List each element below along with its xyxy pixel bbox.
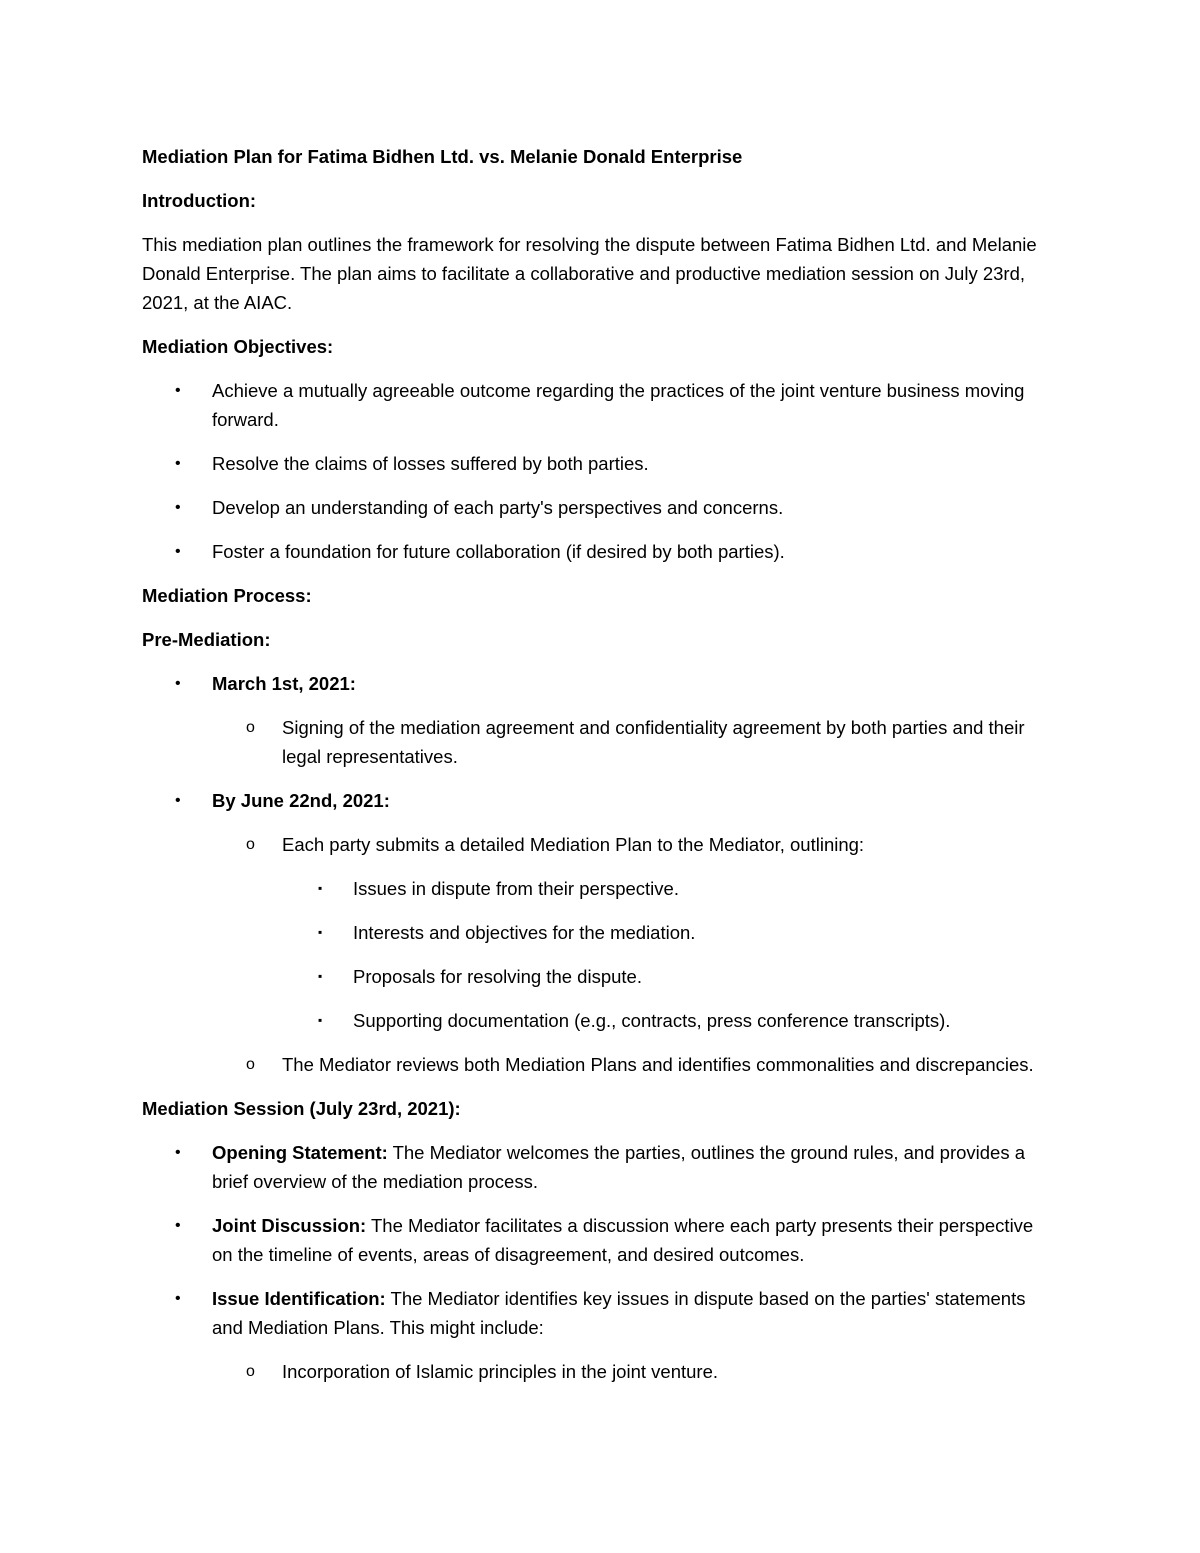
list-item: ▪ Issues in dispute from their perspective. xyxy=(142,874,1052,903)
session-heading: Mediation Session (July 23rd, 2021): xyxy=(142,1098,461,1119)
list-item: o Signing of the mediation agreement and confidentiality agreement by both parties and their legal representatives. xyxy=(142,713,1052,771)
introduction-paragraph: This mediation plan outlines the framework for resolving the dispute between Fatima Bidhen Ltd. and Melanie Donald Enterprise. The plan aims to facilitate a collaborative and productive mediation session on July 23rd, 2021, at the AIAC. xyxy=(142,234,1037,313)
list-item: • Joint Discussion: The Mediator facilitates a discussion where each party presents their perspective on the timeline of events, areas of disagreement, and desired outcomes. xyxy=(142,1211,1052,1269)
date-label: March 1st, 2021: xyxy=(212,673,356,694)
document-title: Mediation Plan for Fatima Bidhen Ltd. vs. Melanie Donald Enterprise xyxy=(142,146,743,167)
pre-mediation-list xyxy=(142,669,1052,1079)
bullet-circle-icon: o xyxy=(246,719,255,736)
process-heading: Mediation Process: xyxy=(142,585,312,606)
item-label: Opening Statement: xyxy=(212,1142,388,1163)
bullet-circle-icon: o xyxy=(246,836,255,853)
bullet-dot-icon: • xyxy=(175,675,181,692)
bullet-square-icon: ▪ xyxy=(318,969,323,983)
list-item: • Achieve a mutually agreeable outcome regarding the practices of the joint venture business moving forward. xyxy=(142,376,1052,434)
bullet-square-icon: ▪ xyxy=(318,925,323,939)
bullet-dot-icon: • xyxy=(175,499,181,516)
bullet-dot-icon: • xyxy=(175,1144,181,1161)
list-item: o Each party submits a detailed Mediation Plan to the Mediator, outlining: ▪ Issues in dispute from their perspective. ▪ Interests and objectives for the mediation. ▪ Proposals for resolving the dispute. ▪ Supporting documentation (e.g., contracts, press conference transcripts). xyxy=(142,830,1052,1035)
bullet-circle-icon: o xyxy=(246,1363,255,1380)
pre-mediation-heading: Pre-Mediation: xyxy=(142,629,271,650)
objectives-list xyxy=(142,376,1052,566)
list-item: ▪ Interests and objectives for the mediation. xyxy=(142,918,1052,947)
list-item: • Develop an understanding of each party's perspectives and concerns. xyxy=(142,493,1052,522)
list-item: • Opening Statement: The Mediator welcomes the parties, outlines the ground rules, and provides a brief overview of the mediation process. xyxy=(142,1138,1052,1196)
bullet-dot-icon: • xyxy=(175,1290,181,1307)
introduction-heading: Introduction: xyxy=(142,190,257,211)
objectives-heading: Mediation Objectives: xyxy=(142,336,334,357)
bullet-dot-icon: • xyxy=(175,1217,181,1234)
list-item: • Issue Identification: The Mediator identifies key issues in dispute based on the parties' statements and Mediation Plans. This might include: o Incorporation of Islamic principles in the joint venture. xyxy=(142,1284,1052,1386)
list-item: o The Mediator reviews both Mediation Plans and identifies commonalities and discrepancies. xyxy=(142,1050,1052,1079)
date-label: By June 22nd, 2021: xyxy=(212,790,390,811)
list-item: • Resolve the claims of losses suffered by both parties. xyxy=(142,449,1052,478)
item-label: Issue Identification: xyxy=(212,1288,386,1309)
list-item: ▪ Supporting documentation (e.g., contracts, press conference transcripts). xyxy=(142,1006,1052,1035)
list-item: • Foster a foundation for future collaboration (if desired by both parties). xyxy=(142,537,1052,566)
item-label: Joint Discussion: xyxy=(212,1215,367,1236)
bullet-dot-icon: • xyxy=(175,792,181,809)
bullet-circle-icon: o xyxy=(246,1056,255,1073)
bullet-square-icon: ▪ xyxy=(318,881,323,895)
list-item: ▪ Proposals for resolving the dispute. xyxy=(142,962,1052,991)
bullet-dot-icon: • xyxy=(175,382,181,399)
list-item xyxy=(142,669,1052,771)
list-item xyxy=(142,786,1052,1079)
list-item: o Incorporation of Islamic principles in the joint venture. xyxy=(142,1357,1052,1386)
bullet-dot-icon: • xyxy=(175,543,181,560)
document-body xyxy=(142,142,1052,1401)
session-list xyxy=(142,1138,1052,1386)
bullet-square-icon: ▪ xyxy=(318,1013,323,1027)
bullet-dot-icon: • xyxy=(175,455,181,472)
